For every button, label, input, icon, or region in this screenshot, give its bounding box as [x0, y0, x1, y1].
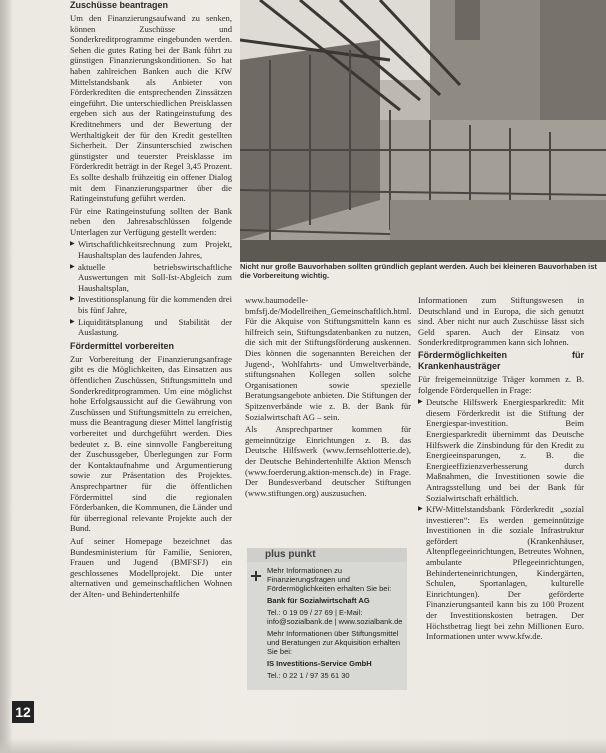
infobox-stiftung-intro: Mehr Informationen über Stiftungsmittel und Beratungen zur Akquisition erhalten Sie bei:	[267, 629, 401, 656]
paragraph-rating-docs: Für eine Ratingeinstufung sollten der Bank neben den Jahresabschlüssen folgende Unterlagen zur Verfügung gestellt werden:	[70, 205, 232, 237]
construction-site-image	[240, 0, 606, 262]
infobox-content	[267, 566, 403, 683]
list-item: ▶ KfW-Mittelstandsbank Förderkredit „sozial investieren“: Es werden gemeinnützige Investitionen in die soziale Infrastruktur gefördert (Krankenhäuser, Altenpflegeeinrichtungen, Betreutes Wohnen, ambulante Pflegeeinrichtungen, Behinderteneinrichtungen, Kindergärten, Schulen, Sportanlagen, kulturelle Einrichtungen). Der geförderte Finanzierungsanteil kann bis zu 100 Prozent der Investitionskosten betragen. Der Höchstbetrag liegt bei zehn Millionen Euro. Informationen unter www.kfw.de.	[418, 504, 584, 642]
heading-foerdermittel: Fördermittel vorbereiten	[70, 340, 175, 351]
paragraph-stiftungswesen: Informationen zum Stiftungswesen in Deutschland und in Europa, die sich genutzt sind. Aber nicht nur auch Zuschüsse lässt sich Geld sparen. Auch der Einsatz von Sonderkreditprogrammen kann sich lohnen.	[418, 295, 584, 348]
paragraph-ansprechpartner: Als Ansprechpartner kommen für gemeinnützige Einrichtungen z. B. das Deutsche Hilfswerk (www.fernsehlotterie.de), der Deutsche Behindertenhilfe Aktion Mensch (www.foerderung.aktion-mensch.de) in Frage. Der Bundesverband deutscher Stiftungen (www.stiftungen.org) auszusuchen.	[245, 424, 411, 498]
paragraph-bmfsfj: Auf seiner Homepage bezeichnet das Bundesministerium für Familie, Senioren, Frauen und Jugend (BMFSFJ) ein geschlossenes Modellprojekt. Die unter alternativen und gemeinschaftlichen Wohnen der Alten- und Behindertenhilfe	[70, 535, 232, 599]
plus-punkt-infobox	[247, 548, 407, 690]
list-item: ▶ Wirtschaftlichkeitsrechnung zum Projekt, Haushaltsplan des laufenden Jahres,	[70, 239, 232, 260]
infobox-org-bank: Bank für Sozialwirtschaft AG	[267, 596, 370, 605]
column-middle	[245, 295, 411, 550]
column-left	[70, 0, 232, 740]
page-number: 12	[12, 701, 34, 723]
heading-foerdermoeglichkeiten: Fördermöglichkeiten für Krankenhausträger	[418, 349, 584, 371]
bullet-list-foerderquellen	[418, 397, 584, 642]
infobox-intro: Mehr Informationen zu Finanzierungsfragen und Fördermöglichkeiten erhalten Sie bei:	[267, 566, 392, 593]
photo-caption: Nicht nur große Bauvorhaben sollten gründlich geplant werden. Auch bei kleineren Bauvorhaben ist die Vorbereitung wichtig.	[240, 262, 597, 280]
construction-photo	[240, 0, 606, 262]
paragraph-foerderquellen: Für freigemeinnützige Träger kommen z. B. folgende Förderquellen in Frage:	[418, 373, 584, 395]
column-right	[418, 295, 584, 750]
list-item: ▶ Investitionsplanung für die kommenden drei bis fünf Jahre,	[70, 294, 232, 315]
plus-punkt-logo: plus punkt	[265, 549, 316, 560]
page-bottom-shadow	[0, 738, 606, 753]
plus-icon	[250, 570, 262, 582]
infobox-org-is: IS Investitions-Service GmbH	[267, 659, 372, 668]
paragraph-stiftungen: www.baumodelle-bmfsfj.de/Modellreihen_Gemeinschaftlich.html. Für die Akquise von Stiftungsmitteln kann es hilfreich sein, Stiftungsdatenbanken zu nutzen, die sich mit der Stiftungsförderung auskennen. Dies können die sogenannten Bereichen der Jugend-, Wohlfahrts- und Umweltverbände, stiftungsnahen Kollegen sollen solche Organisationen sowie spezielle Beratungsangebote anbieten. Die Stiftungen der Spitzenverbände wie z. B. der Bank für Sozialwirtschaft AG – sein.	[245, 295, 411, 422]
paragraph-finance-intro: Um den Finanzierungsaufwand zu senken, können Zuschüsse und Sonderkreditprogramme eingebunden werden. Sehen die gutes Rating bei der Bank führt zu günstigen Finanzierungskonditionen. So hat haben zahlreichen Banken auch die KfW Mittelstandsbank als Anbieter von Förderkrediten die entsprechenden Zinssätzen eingeführt. Die unterschiedlichen Preisklassen ergeben sich aus der Ratingeinstufung des Kreditnehmers und der Bewertung der Werthaltigkeit der für den Kredit gestellten Sicherheit. Der Zinsunterschied zwischen günstigster und teuerster Preisklasse im Förderkredit beträgt in der Regel 3,45 Prozent. Es sollte deshalb frühzeitig ein offener Dialog mit dem Finanzierungspartner über die Ratingeinstufung geführt werden.	[70, 13, 232, 204]
page-gutter-shadow	[0, 0, 12, 753]
list-item: ▶ Deutsche Hilfswerk Energiesparkredit: Mit diesem Förderkredit ist die Stiftung der Energiespar-investition. Beim Energiesparkredit übernimmt das Deutsche Hilfswerk die Zinsbindung für den Kredit zu Energieeinsparungen, z. B. die Energieeffizienzverbesserung durch Maßnahmen, die Investitionen sowie die Antragsstellung und bei der Bank für Sozialwirtschaft erhältlich.	[418, 397, 584, 503]
infobox-contact-is: Tel.: 0 22 1 / 97 35 61 30	[267, 671, 350, 680]
infobox-contact-bank: Tel.: 0 19 09 / 27 69 | E-Mail: info@sozialbank.de | www.sozialbank.de	[267, 608, 403, 626]
list-item: ▶ Liquiditätsplanung und Stabilität der Auslastung.	[70, 317, 232, 338]
bullet-list-documents	[70, 239, 232, 337]
paragraph-preparation: Zur Vorbereitung der Finanzierungsanfrage gibt es die Möglichkeiten, das Einsatzen aus öffentlichen Zuschüssen, Stiftungsmitteln und Sonderkreditprogrammen. Um eine möglichst hohe Erfolgsaussicht auf die Gewährung von Zuschüssen und Stiftungsmitteln zu erreichen, muss die Beantragung dieser Mittel langfristig vorbereitet und durchgeführt werden. Dies bedeutet z. B. eine sinnvolle Fangbereitung der Zuschussgeber, Überlegungen zur Form der Kontaktaufnahme und Argumentierung sowie zur Präsentation des Projektes. Ansprechpartner für die öffentlichen Fördermittel sind die regionalen Förderbanken, die Kommunen, die Länder und für überregional relevante Projekte auch der Bund.	[70, 353, 232, 534]
heading-zuschuesse: Zuschüsse beantragen	[70, 0, 169, 10]
list-item: ▶ aktuelle betriebswirtschaftliche Auswertungen mit Soll-Ist-Abgleich zum Haushaltsplan,	[70, 262, 232, 294]
